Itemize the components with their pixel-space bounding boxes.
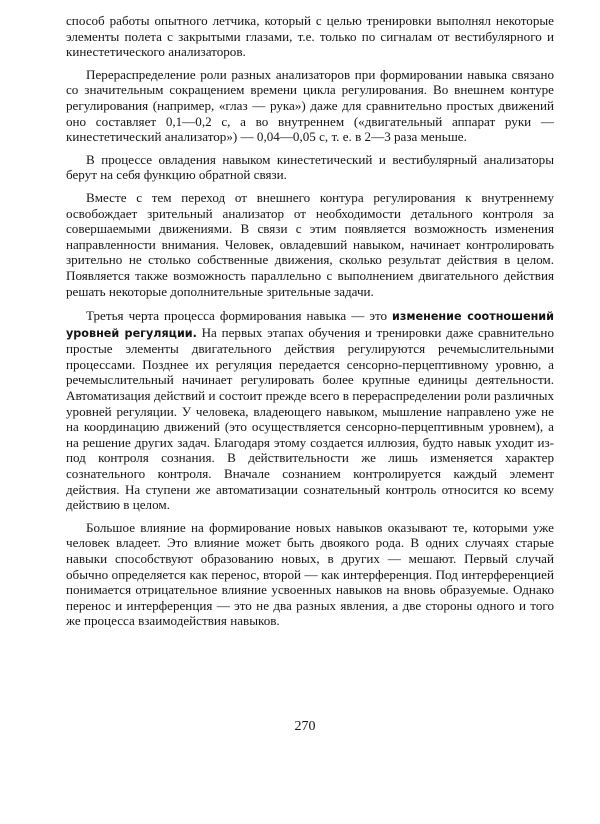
paragraph-5-rest: На первых этапах обучения и тренировки даже сравнительно простые элементы двигательного действия регулируются речемыслительными процессами. Позднее их регуляция передается сенсорно-перцептивному уровню, а речемыслительный начинает регулировать более крупные единицы деятельности. Автоматизация действий и состоит прежде всего в перераспределении роли различных уровней регуляции. У человека, владеющего навыком, мышление направлено уже не на координацию движений (это осуществляется сенсорно-перцептивным уровнем), а на решение других задач. Благодаря этому создается иллюзия, будто навык уходит из-под контроля сознания. В действительности же лишь изменяется характер сознательного контроля. Вначале сознанием контролируется каждый элемент действия. На ступени же автоматизации сознательный контроль относится ко всему действию в целом. (66, 324, 554, 513)
paragraph-3: В процессе овладения навыком кинестетический и вестибулярный анализаторы берут на себя функцию обратной связи. (66, 151, 554, 183)
page-number: 270 (294, 719, 316, 734)
paragraph-4: Вместе с тем переход от внешнего контура регулирования к внутреннему освобождает зрительный анализатор от необходимости детального контроля за совершаемыми движениями. В связи с этим появляется возможность изменения направленности внимания. Человек, овладевший навыком, начинает контролировать зрительно не столько собственные движения, сколько результат действия в целом. Появляется также возможность параллельно с выполнением двигательного действия решать некоторые дополнительные зрительные задачи. (66, 189, 554, 299)
paragraph-6: Большое влияние на формирование новых навыков оказывают те, которыми уже человек владеет. Это влияние может быть двоякого рода. В одних случаях старые навыки способствуют образованию новых, в других — мешают. Первый случай обычно определяется как перенос, второй — как интерференция. Под интерференцией понимается отрицательное влияние усвоенных навыков на вновь образуемые. Однако перенос и интерференция — это не два разных явления, а две стороны одного и того же процесса взаимодействия навыков. (66, 519, 554, 629)
paragraph-2: Перераспределение роли разных анализаторов при формировании навыка связано со значительным сокращением времени цикла регулирования. Во внешнем контуре регулирования (например, «глаз — рука») даже для сравнительно простых движений оно составляет 0,1—0,2 с, а во внутреннем («двигательный аппарат руки — кинестетический анализатор») — 0,04—0,05 с, т. е. в 2—3 раза меньше. (66, 66, 554, 145)
paragraph-1: способ работы опытного летчика, который с целью тренировки выполнял некоторые элементы полета с закрытыми глазами, т.е. только по сигналам от вестибулярного и кинестетического анализаторов. (66, 13, 554, 60)
paragraph-5 (66, 308, 554, 513)
paragraph-5-lead: Третья черта процесса формирования навыка — это (86, 308, 393, 324)
emphasized-term: изменение соотношений уровней регуляции. (66, 310, 554, 340)
